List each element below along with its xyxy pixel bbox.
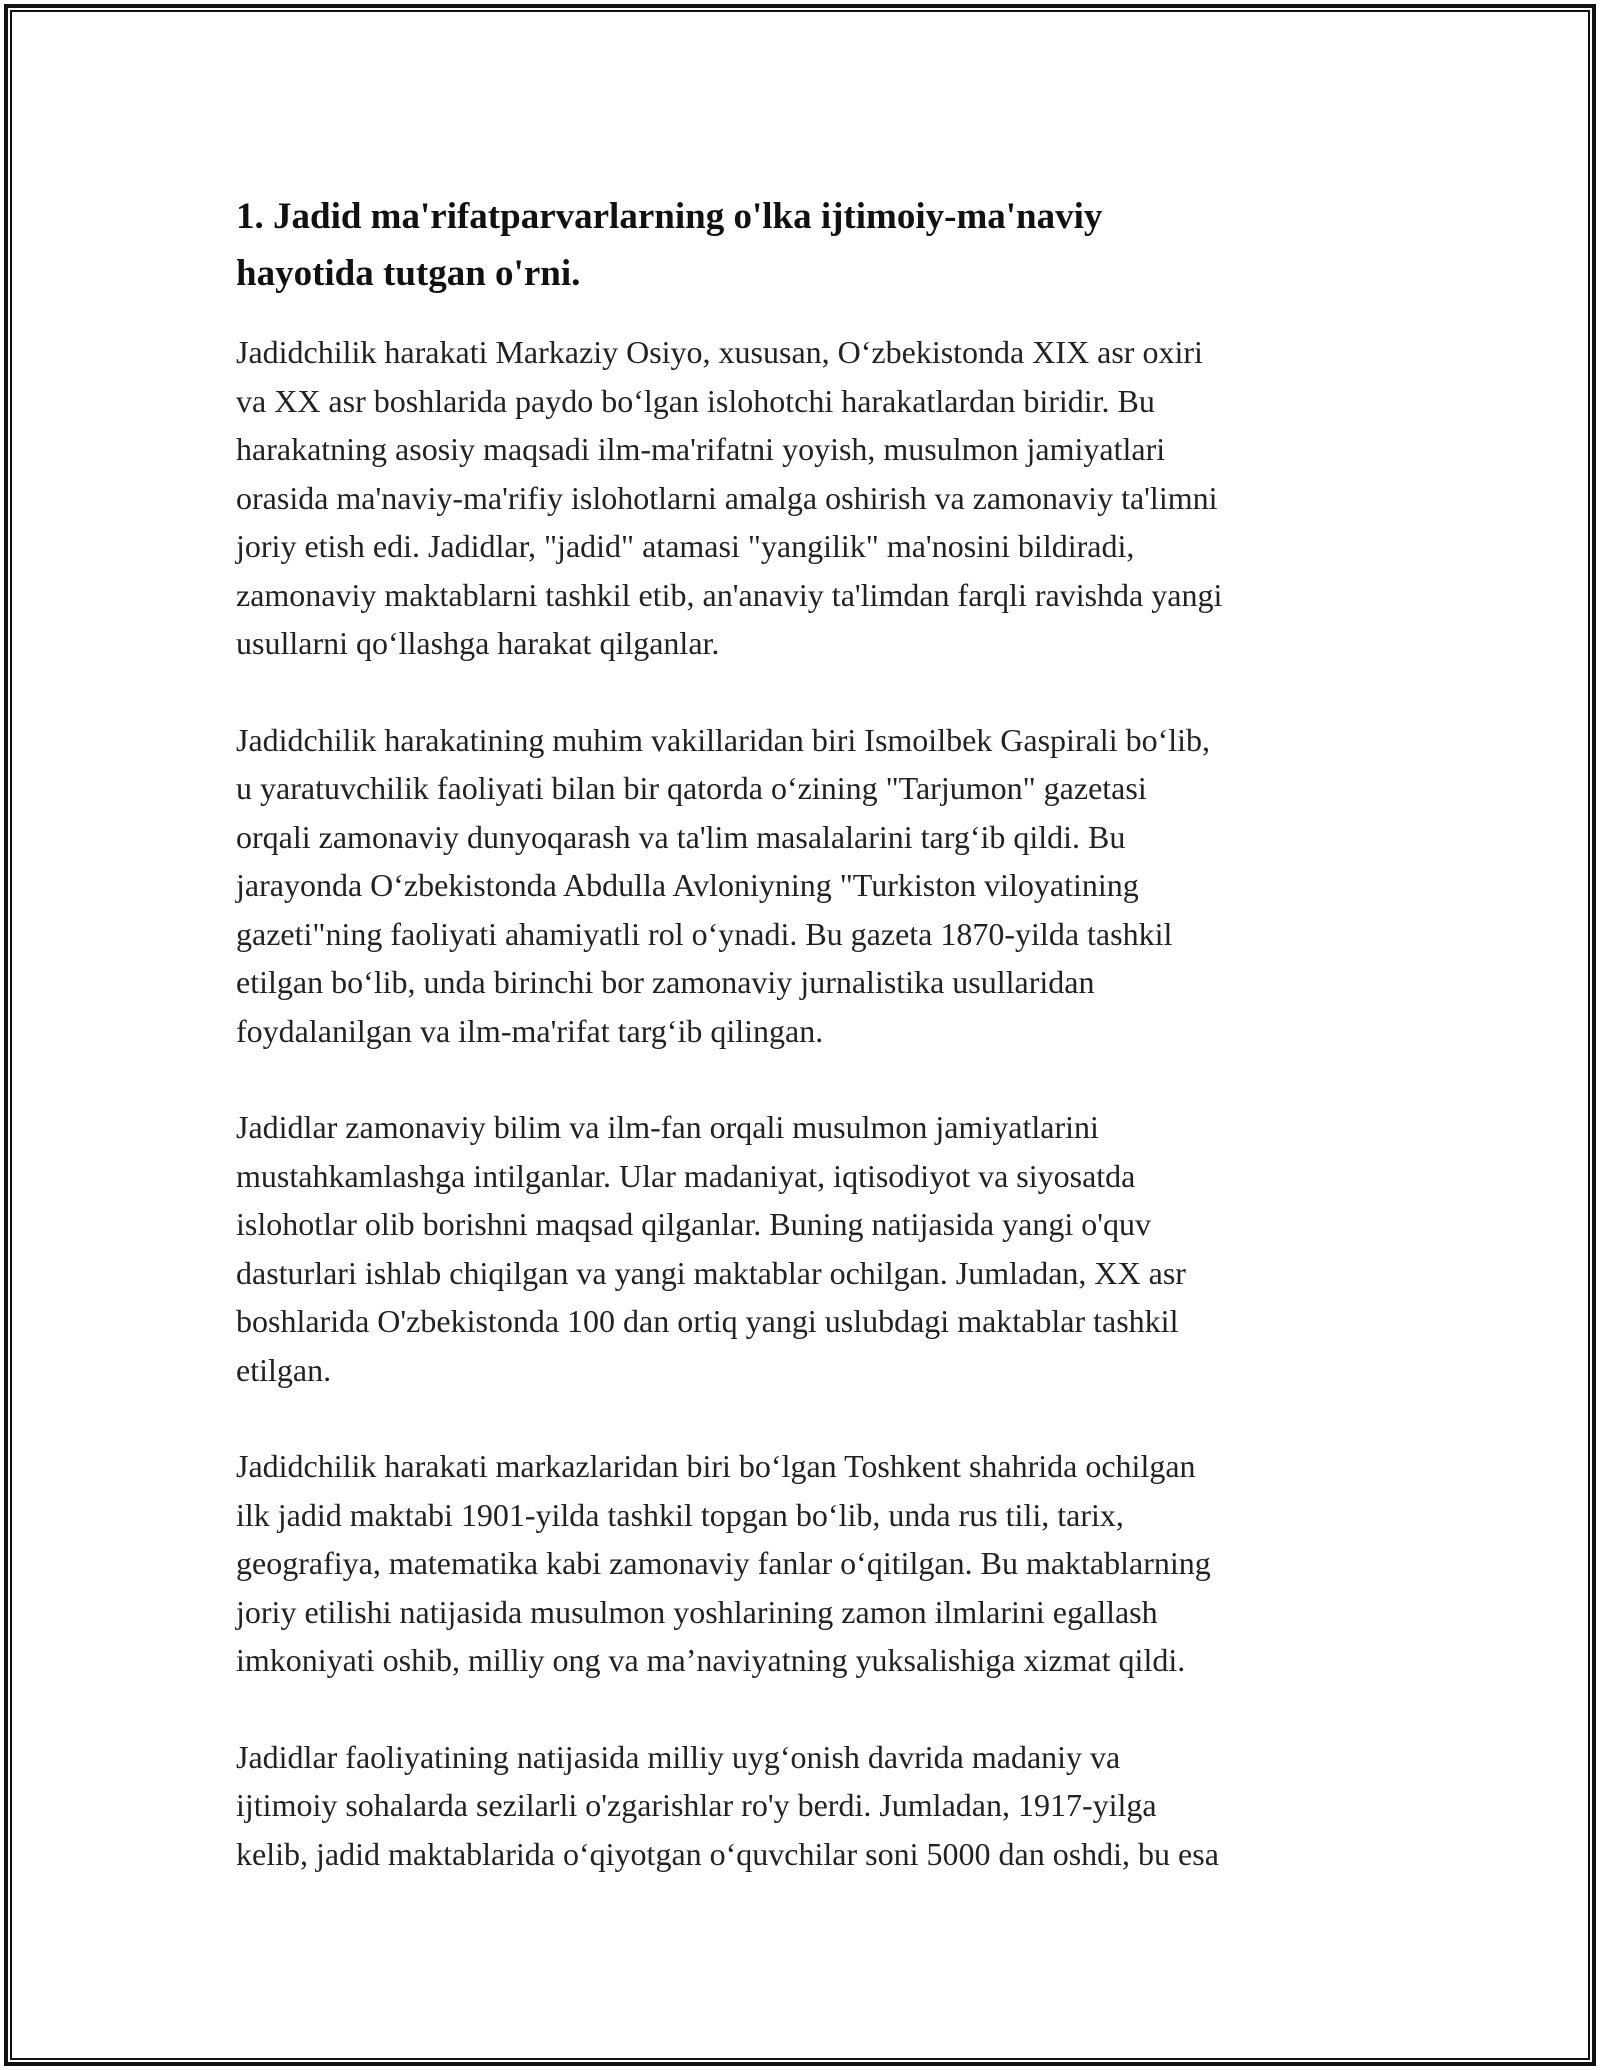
paragraph-1: Jadidchilik harakati Markaziy Osiyo, xususan, O‘zbekistonda XIX asr oxiri va XX asr boshlarida paydo bo‘lgan islohotchi harakatlardan biridir. Bu harakatning asosiy maqsadi ilm-ma'rifatni yoyish, musulmon jamiyatlari orasida ma'naviy-ma'rifiy islohotlarni amalga oshirish va zamonaviy ta'limni joriy etish edi. Jadidlar, "jadid" atamasi "yangilik" ma'nosini bildiradi, zamonaviy maktablarni tashkil etib, an'anaviy ta'limdan farqli ravishda yangi usullarni qo‘llashga harakat qilganlar. [236,334,1223,661]
paragraph-5: Jadidlar faoliyatining natijasida milliy uyg‘onish davrida madaniy va ijtimoiy sohalarda sezilarli o'zgarishlar ro'y berdi. Jumladan, 1917-yilga kelib, jadid maktablarida o‘qiyotgan o‘quvchilar soni 5000 dan oshdi, bu esa [236,1738,1219,1872]
paragraph-2: Jadidchilik harakatining muhim vakillaridan biri Ismoilbek Gaspirali bo‘lib, u yaratuvchilik faoliyati bilan bir qatorda o‘zining "Tarjumon" gazetasi orqali zamonaviy dunyoqarash va ta'lim masalalarini targ‘ib qildi. Bu jarayonda O‘zbekistonda Abdulla Avloniyning "Turkiston viloyatining gazeti"ning faoliyati ahamiyatli rol o‘ynadi. Bu gazeta 1870-yilda tashkil etilgan bo‘lib, unda birinchi bor zamonaviy jurnalistika usullaridan foydalanilgan va ilm-ma'rifat targ‘ib qilingan. [236,721,1211,1049]
paragraph-3: Jadidlar zamonaviy bilim va ilm-fan orqali musulmon jamiyatlarini mustahkamlashga intilganlar. Ular madaniyat, iqtisodiyot va siyosatda islohotlar olib borishni maqsad qilganlar. Buning natijasida yangi o'quv dasturlari ishlab chiqilgan va yangi maktablar ochilgan. Jumladan, XX asr boshlarida O'zbekistonda 100 dan ortiq yangi uslubdagi maktablar tashkil etilgan. [236,1109,1186,1388]
paragraph-4: Jadidchilik harakati markazlaridan biri bo‘lgan Toshkent shahrida ochilgan ilk jadid maktabi 1901-yilda tashkil topgan bo‘lib, unda rus tili, tarix, geografiya, matematika kabi zamonaviy fanlar o‘qitilgan. Bu maktablarning joriy etilishi natijasida musulmon yoshlarining zamon ilmlarini egallash imkoniyati oshib, milliy ong va ma’naviyatning yuksalishiga xizmat qildi. [236,1448,1211,1678]
document-title: 1. Jadid ma'rifatparvarlarning o'lka ijtimoiy-ma'naviy hayotida tutgan o'rni. [236,196,1103,294]
document-body [236,188,1364,1926]
